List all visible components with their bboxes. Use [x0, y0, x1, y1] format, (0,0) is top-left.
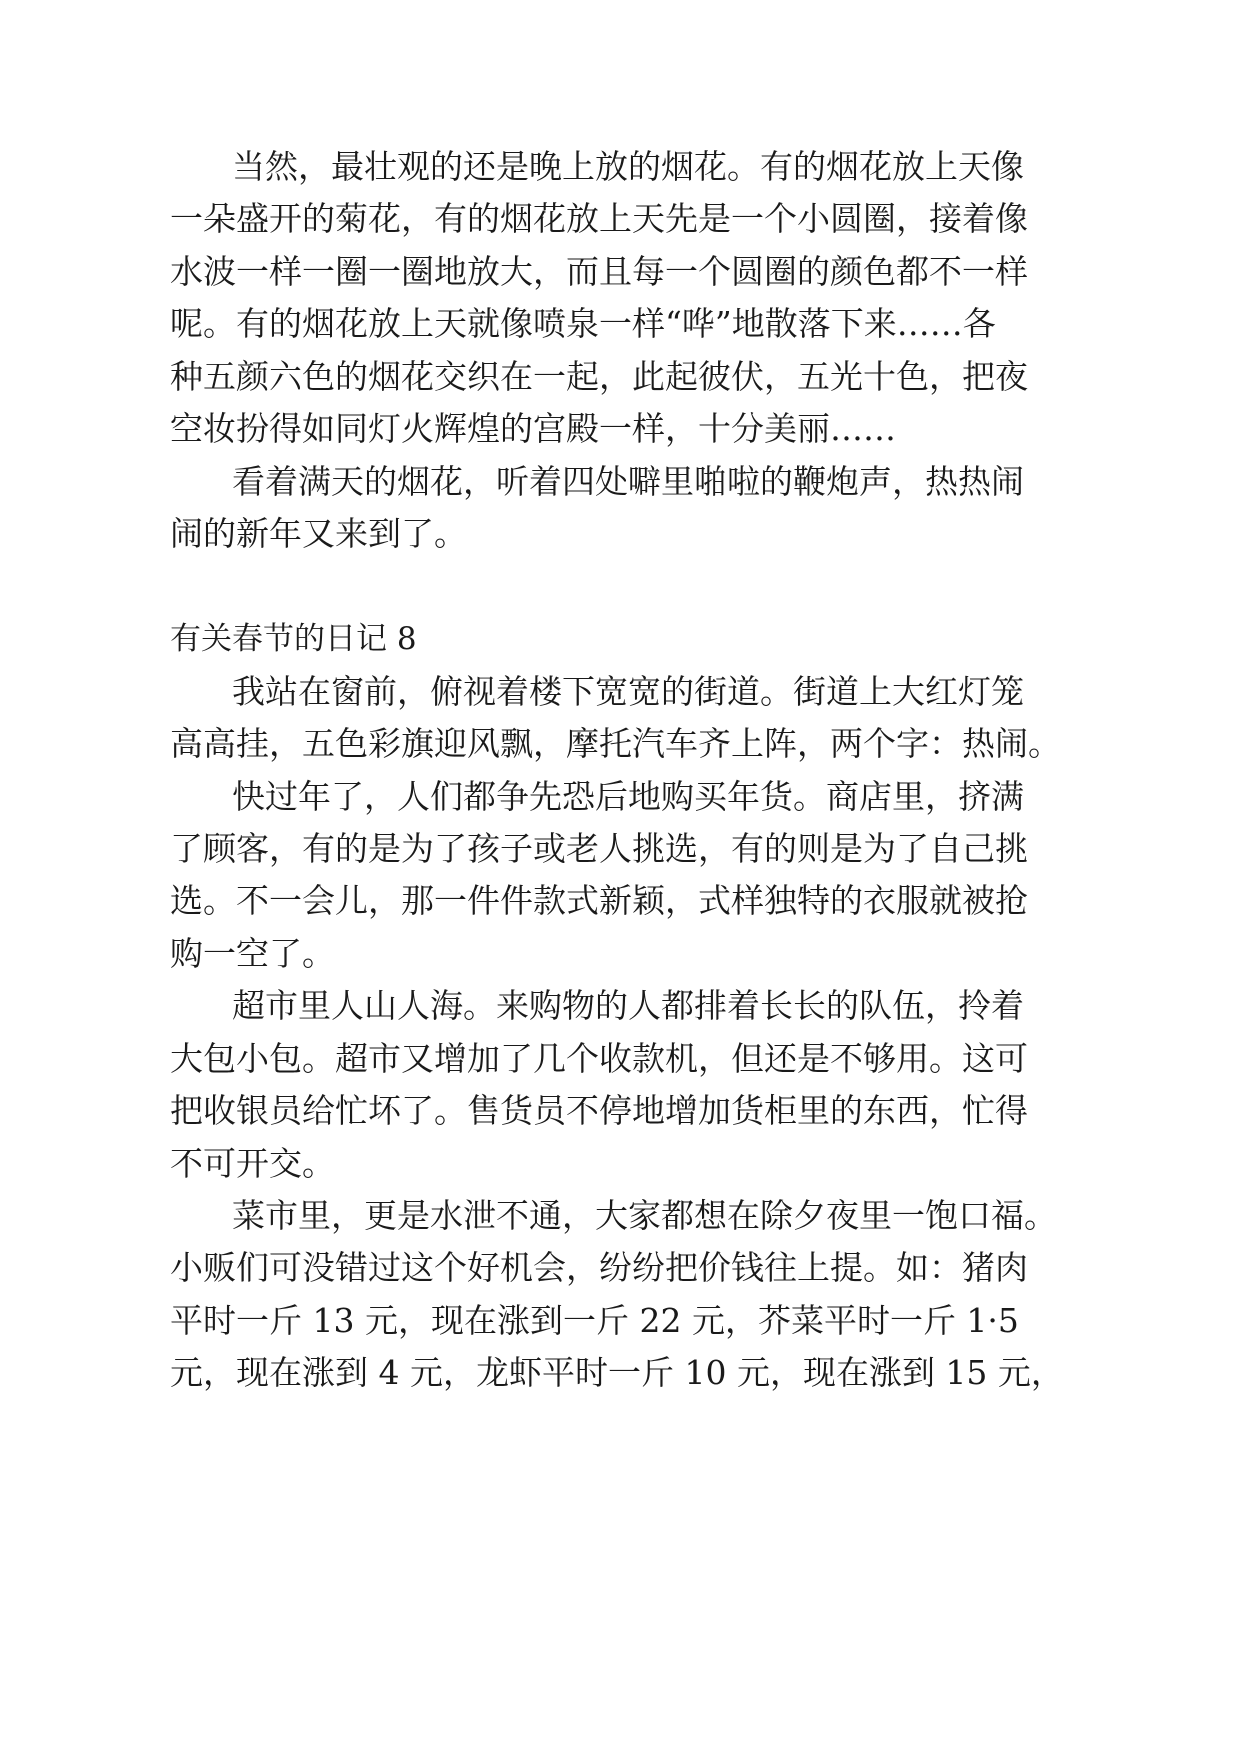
text-line: 小贩们可没错过这个好机会，纷纷把价钱往上提。如：猪肉 — [170, 1248, 1028, 1287]
text-line: 空妆扮得如同灯火辉煌的宫殿一样，十分美丽…… — [170, 409, 896, 448]
text-line: 了顾客，有的是为了孩子或老人挑选，有的则是为了自己挑 — [170, 829, 1028, 868]
text-line: 把收银员给忙坏了。售货员不停地增加货柜里的东西，忙得 — [170, 1091, 1028, 1130]
text-line: 当然，最壮观的还是晚上放的烟花。有的烟花放上天像 — [232, 147, 1024, 186]
text-line: 闹的新年又来到了。 — [170, 514, 467, 553]
text-line: 不可开交。 — [170, 1144, 335, 1183]
section-title: 有关春节的日记 8 — [170, 621, 417, 657]
text-line: 选。不一会儿，那一件件款式新颖，式样独特的衣服就被抢 — [170, 881, 1028, 920]
text-line: 购一空了。 — [170, 934, 335, 973]
text-line: 超市里人山人海。来购物的人都排着长长的队伍，拎着 — [232, 986, 1024, 1025]
text-line: 我站在窗前，俯视着楼下宽宽的街道。街道上大红灯笼 — [232, 672, 1024, 711]
text-line: 快过年了，人们都争先恐后地购买年货。商店里，挤满 — [232, 777, 1024, 816]
text-line: 呢。有的烟花放上天就像喷泉一样“哗”地散落下来……各 — [170, 304, 996, 343]
text-line: 高高挂，五色彩旗迎风飘，摩托汽车齐上阵，两个字：热闹。 — [170, 724, 1061, 763]
text-line: 种五颜六色的烟花交织在一起，此起彼伏，五光十色，把夜 — [170, 357, 1028, 396]
text-line: 元，现在涨到 4 元，龙虾平时一斤 10 元，现在涨到 15 元， — [170, 1353, 1064, 1392]
text-line: 一朵盛开的菊花，有的烟花放上天先是一个小圆圈，接着像 — [170, 199, 1028, 238]
text-line: 看着满天的烟花，听着四处噼里啪啦的鞭炮声，热热闹 — [232, 462, 1024, 501]
text-line: 平时一斤 13 元，现在涨到一斤 22 元，芥菜平时一斤 1·5 — [170, 1301, 1019, 1340]
text-line: 大包小包。超市又增加了几个收款机，但还是不够用。这可 — [170, 1039, 1028, 1078]
text-line: 水波一样一圈一圈地放大，而且每一个圆圈的颜色都不一样 — [170, 252, 1028, 291]
text-line: 菜市里，更是水泄不通，大家都想在除夕夜里一饱口福。 — [232, 1196, 1057, 1235]
